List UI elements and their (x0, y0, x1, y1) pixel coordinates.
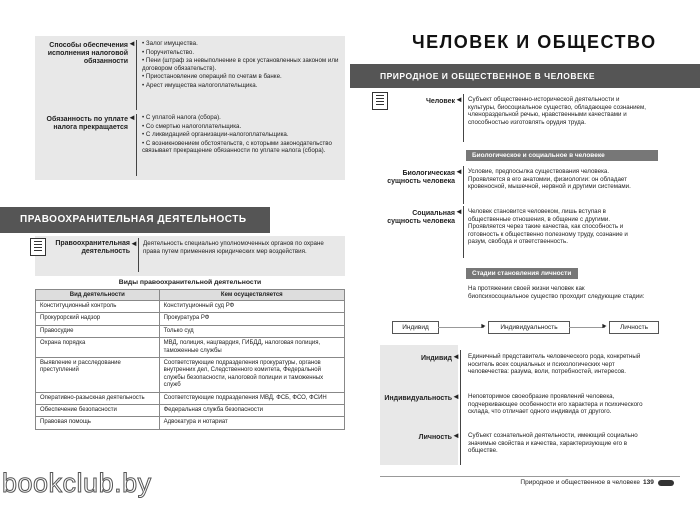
text-chelovek: Субъект общественно-исторической деятельности и культуры, биосоциальное существо, обладающее сознанием, членораздельной речью, нравственными качествами и способностью изготовлять орудия труда. (468, 96, 646, 126)
chapter-title: ЧЕЛОВЕК И ОБЩЕСТВО (412, 32, 657, 52)
arrow-icon: ◄ (452, 352, 460, 361)
table-header: Кем осуществляется (159, 290, 344, 301)
page-number: 139 (643, 479, 654, 486)
stages-intro: На протяжении своей жизни человек как биопсихосоциальное существо проходит следующие стадии: (468, 285, 645, 300)
table-cell: Обеспечение безопасности (36, 405, 160, 417)
footer-marker-icon (658, 480, 674, 486)
definition-text: Деятельность специально уполномоченных органов по охране права путем применения юридических мер воздействия. (143, 240, 324, 255)
subheading-bio-social: Биологическое и социальное в человеке (466, 150, 658, 161)
table-header: Вид деятельности (36, 290, 160, 301)
term-bio: Биологическая сущность человека (387, 170, 455, 185)
table-cell: Конституционный контроль (36, 301, 160, 313)
table-cell: Соответствующие подразделения прокуратуры, органов внутренних дел, Следственного комитета, Федеральной службы безопасности, налоговой полиции и таможенных служб (159, 358, 344, 393)
text-soc: Человек становится человеком, лишь вступая в общественные отношения, в общение с другими. Проявляется через такие качества, как способность и готовность к общественно полезному труду, сознание и разум, свобода и ответственность. (468, 208, 628, 246)
bracket-line (463, 206, 464, 258)
table-row (36, 325, 345, 337)
section-title-pravo: ПРАВООХРАНИТЕЛЬНАЯ ДЕЯТЕЛЬНОСТЬ (0, 207, 270, 233)
table-cell: Конституционный суд РФ (159, 301, 344, 313)
term-obespechenie: Способы обеспечения исполнения налоговой обязанности (47, 42, 128, 65)
footer-divider (380, 476, 680, 477)
list-item: • Со смертью налогоплательщика. (142, 123, 342, 131)
arrow-icon: ◄ (128, 39, 136, 48)
arrow-icon: ◄ (452, 431, 460, 440)
list-item: • Пени (штраф за невыполнение в срок установленных законом или договором обязательств). (142, 57, 342, 72)
table-cell: Федеральная служба безопасности (159, 405, 344, 417)
term-individualnost: Индивидуальность (384, 395, 452, 402)
right-page (350, 0, 700, 514)
table-row (36, 301, 345, 313)
book-icon (30, 238, 46, 256)
list-item: • Поручительство. (142, 49, 342, 57)
table-row (36, 358, 345, 393)
list-item: • Арест имущества налогоплательщика. (142, 82, 342, 90)
book-icon (372, 92, 388, 110)
flow-box-lichnost: Личность (609, 321, 659, 334)
table-cell: Прокурорский надзор (36, 313, 160, 325)
list-item: • С ликвидацией организации-налогоплательщика. (142, 131, 342, 139)
list-item: • С возникновением обстоятельств, с которыми законодательство связывает прекращение обязанности по уплате налога (сбора). (142, 140, 342, 155)
table-cell: Правосудие (36, 325, 160, 337)
bracket-line (460, 350, 461, 465)
table-cell: Только суд (159, 325, 344, 337)
table-cell: Оперативно-разыскная деятельность (36, 392, 160, 404)
text-individualnost: Неповторимое своеобразие проявлений человека, подчеркивающее особенности его характера и психического склада, что отличает одного индивида от другого. (468, 393, 643, 416)
table-cell: Прокуратура РФ (159, 313, 344, 325)
arrow-right-icon: ► (601, 323, 608, 330)
footer-title: Природное и общественное в человеке (520, 479, 640, 486)
watermark: bookclub.by (2, 468, 152, 498)
table-row (36, 313, 345, 325)
list-obespechenie (142, 40, 342, 91)
table-row (36, 392, 345, 404)
bracket-line (136, 114, 137, 176)
table-caption: Виды правоохранительной деятельности (118, 279, 262, 286)
table-header-row (36, 290, 345, 301)
text-lichnost: Субъект сознательной деятельности, имеющий социально значимые свойства и качества, характеризующие его в обществе. (468, 432, 638, 455)
arrow-icon: ◄ (452, 392, 460, 401)
term-chelovek: Человек (425, 98, 455, 105)
table-row (36, 417, 345, 429)
table-row (36, 338, 345, 358)
flow-connector (438, 327, 484, 328)
list-item: • Приостановление операций по счетам в банке. (142, 73, 342, 81)
section-title-prirodnoe: ПРИРОДНОЕ И ОБЩЕСТВЕННОЕ В ЧЕЛОВЕКЕ (350, 64, 700, 88)
arrow-right-icon: ► (480, 323, 487, 330)
list-item: • Залог имущества. (142, 40, 342, 48)
arrow-icon: ◄ (455, 167, 463, 176)
arrow-icon: ◄ (455, 207, 463, 216)
list-item: • С уплатой налога (сбора). (142, 114, 342, 122)
term-pravo: Правоохранительная деятельность (55, 240, 130, 255)
table-row (36, 405, 345, 417)
flow-box-individ: Индивид (392, 321, 439, 334)
table-cell: Охрана порядка (36, 338, 160, 358)
table-cell: Соответствующие подразделения МВД, ФСБ, ФСО, ФСИН (159, 392, 344, 404)
arrow-icon: ◄ (455, 95, 463, 104)
flow-connector (569, 327, 605, 328)
activity-table (35, 289, 345, 430)
text-bio: Условие, предпосылка существования человека. Проявляется в его анатомии, физиологии: он обладает кровеносной, мышечной, нервной и другими системами. (468, 168, 631, 191)
text-individ: Единичный представитель человеческого рода, конкретный носитель всех социальных и психологических черт человечества: разума, воли, потребностей, интересов. (468, 353, 641, 376)
list-obyazannost (142, 114, 342, 156)
term-lichnost: Личность (418, 434, 452, 441)
term-soc: Социальная сущность человека (387, 210, 455, 225)
gray-panel-stages (380, 345, 458, 465)
bracket-line (136, 40, 137, 110)
bracket-line (463, 166, 464, 204)
arrow-icon: ◄ (130, 239, 138, 248)
term-individ: Индивид (420, 355, 452, 362)
bracket-line (463, 94, 464, 142)
term-obyazannost: Обязанность по уплате налога прекращается (46, 116, 128, 131)
table-cell: МВД, полиция, нацгвардия, ГИБДД, налоговая полиция, таможенные службы (159, 338, 344, 358)
table-cell: Адвокатура и нотариат (159, 417, 344, 429)
bracket-line (138, 238, 139, 272)
table-cell: Выявление и расследование преступлений (36, 358, 160, 393)
subheading-stages: Стадии становления личности (466, 268, 578, 279)
arrow-icon: ◄ (128, 113, 136, 122)
table-cell: Правовая помощь (36, 417, 160, 429)
flow-box-individualnost: Индивидуальность (488, 321, 570, 334)
